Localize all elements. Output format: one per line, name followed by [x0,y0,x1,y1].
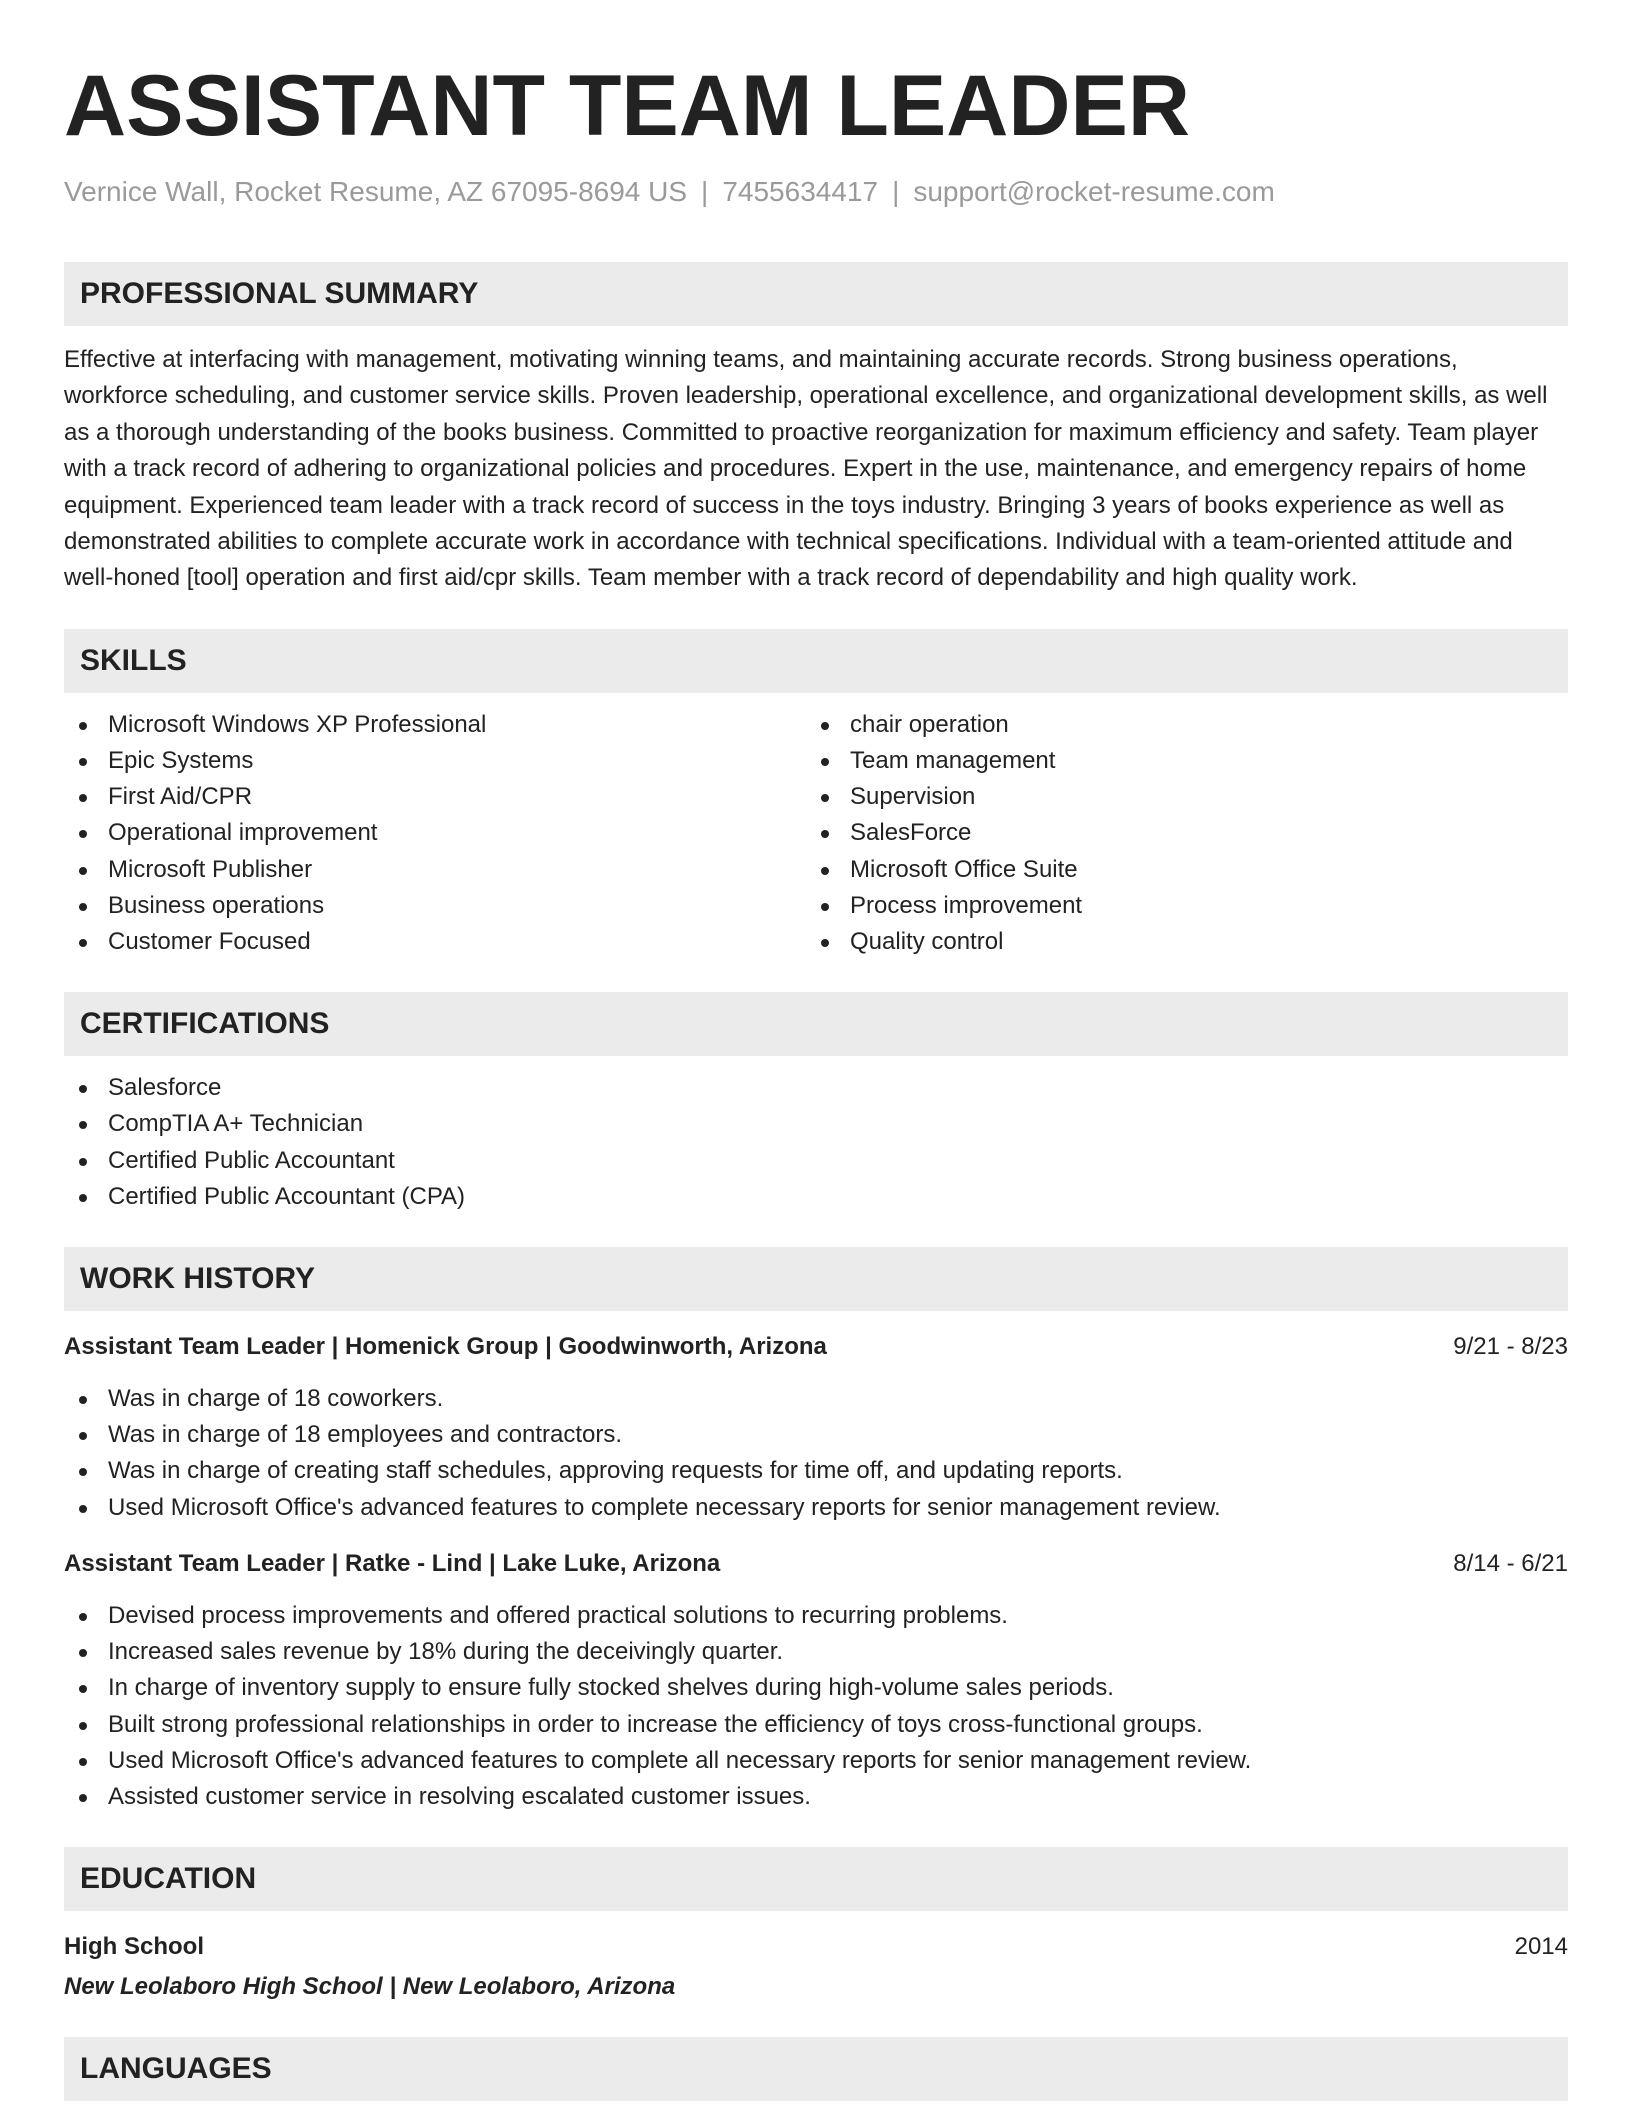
resume-title: ASSISTANT TEAM LEADER [64,58,1190,154]
job-bullet: Devised process improvements and offered practical solutions to recurring problems. [64,1598,1568,1634]
job-bullet: Was in charge of 18 coworkers. [64,1381,1568,1417]
skill-item: Microsoft Office Suite [806,852,1568,888]
job-bullets [64,1381,1568,1526]
job-title: Assistant Team Leader | Ratke - Lind | Lake Luke, Arizona [64,1549,721,1577]
job-entry [64,1329,1568,1526]
job-bullet: Was in charge of creating staff schedules, approving requests for time off, and updating reports. [64,1453,1568,1489]
work-history-heading: WORK HISTORY [64,1247,1568,1311]
skill-item: Team management [806,743,1568,779]
contact-email: support@rocket-resume.com [913,176,1275,207]
skills-heading: SKILLS [64,629,1568,693]
job-bullet: In charge of inventory supply to ensure fully stocked shelves during high-volume sales periods. [64,1670,1568,1706]
certification-item: Certified Public Accountant [64,1143,1568,1179]
certification-item: Salesforce [64,1070,1568,1106]
contact-separator: | [892,176,900,207]
education-school: New Leolaboro High School | New Leolaboro, Arizona [64,1973,676,2001]
job-entry [64,1546,1568,1815]
job-bullet: Used Microsoft Office's advanced features to complete necessary reports for senior management review. [64,1490,1568,1526]
skill-item: SalesForce [806,815,1568,851]
contact-address: Vernice Wall, Rocket Resume, AZ 67095-8694 US [64,176,688,207]
contact-phone: 7455634417 [722,176,879,207]
certification-item: CompTIA A+ Technician [64,1106,1568,1142]
skill-item: Epic Systems [64,743,806,779]
contact-separator: | [701,176,709,207]
job-bullet: Assisted customer service in resolving escalated customer issues. [64,1779,1568,1815]
job-bullet: Increased sales revenue by 18% during the deceivingly quarter. [64,1634,1568,1670]
job-dates: 9/21 - 8/23 [1453,1333,1568,1361]
languages-heading: LANGUAGES [64,2037,1568,2101]
skill-item: chair operation [806,707,1568,743]
education-heading: EDUCATION [64,1847,1568,1911]
skill-item: Microsoft Publisher [64,852,806,888]
job-bullets [64,1598,1568,1815]
skill-item: Quality control [806,924,1568,960]
job-dates: 8/14 - 6/21 [1453,1549,1568,1577]
job-bullet: Was in charge of 18 employees and contractors. [64,1417,1568,1453]
skill-item: Supervision [806,779,1568,815]
skill-item: Process improvement [806,888,1568,924]
summary-text: Effective at interfacing with management, motivating winning teams, and maintaining accurate records. Strong business operations, workforce scheduling, and customer service skills. Proven leadership, operational excellence, and organizational development skills, as well as a thorough understanding of the books business. Committed to proactive reorganization for maximum efficiency and safety. Team player with a track record of adhering to organizational policies and procedures. Expert in the use, maintenance, and emergency repairs of home equipment. Experienced team leader with a track record of success in the toys industry. Bringing 3 years of books experience as well as demonstrated abilities to complete accurate work in accordance with technical specifications. Individual with a team-oriented attitude and well-honed [tool] operation and first aid/cpr skills. Team member with a track record of dependability and high quality work. [64,346,1548,592]
skill-item: First Aid/CPR [64,779,806,815]
certifications-list [64,1070,1568,1215]
job-bullet: Used Microsoft Office's advanced features to complete all necessary reports for senior management review. [64,1743,1568,1779]
contact-line [64,174,1568,210]
job-bullet: Built strong professional relationships in order to increase the efficiency of toys cross-functional groups. [64,1707,1568,1743]
summary-heading: PROFESSIONAL SUMMARY [64,262,1568,326]
skill-item: Customer Focused [64,924,806,960]
skills-list [64,707,1568,960]
skills-column-left [64,707,806,960]
skills-column-right [806,707,1568,960]
skill-item: Operational improvement [64,815,806,851]
certifications-heading: CERTIFICATIONS [64,992,1568,1056]
certification-item: Certified Public Accountant (CPA) [64,1179,1568,1215]
education-year: 2014 [1514,1933,1568,1961]
skill-item: Microsoft Windows XP Professional [64,707,806,743]
education-degree: High School [64,1933,204,1961]
skill-item: Business operations [64,888,806,924]
job-title: Assistant Team Leader | Homenick Group | Goodwinworth, Arizona [64,1333,827,1361]
education-entry [64,1929,1568,1965]
